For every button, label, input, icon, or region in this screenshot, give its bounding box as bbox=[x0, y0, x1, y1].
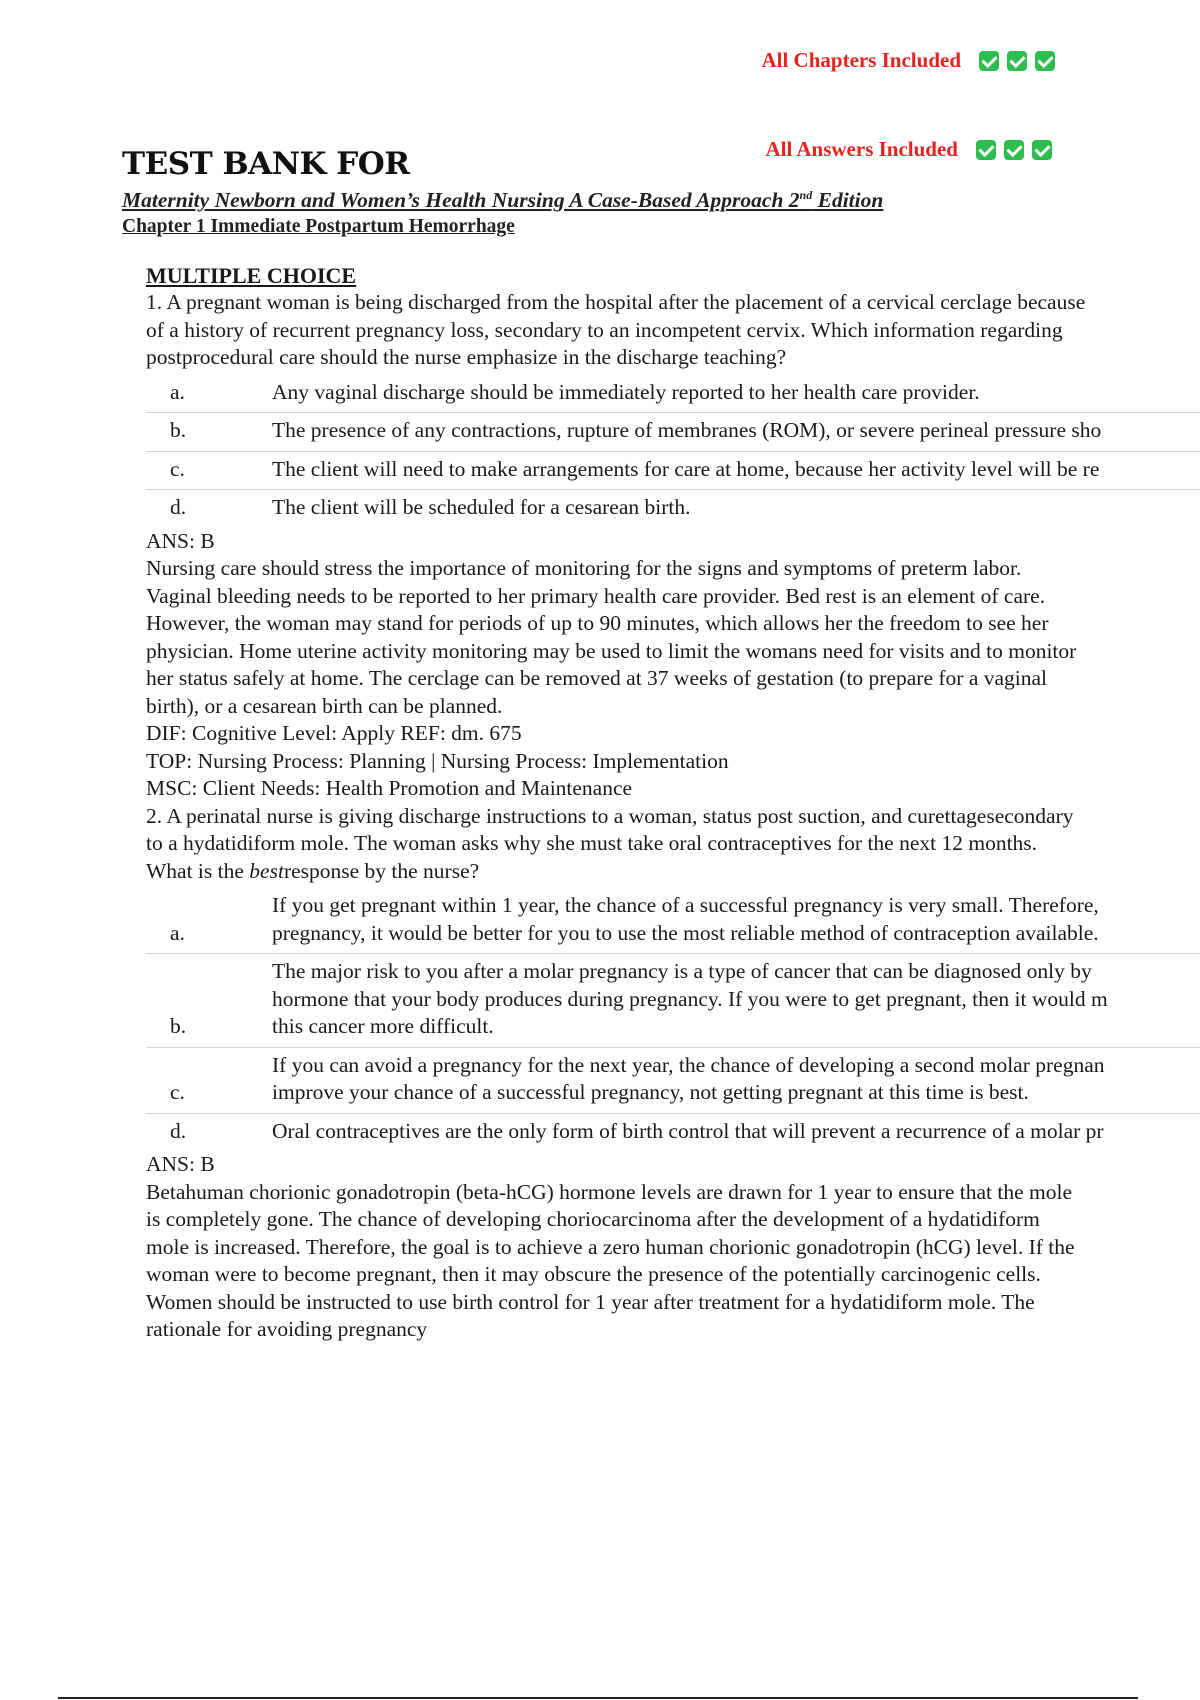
section-heading: MULTIPLE CHOICE bbox=[146, 263, 357, 288]
checkmark-icon bbox=[976, 140, 996, 160]
option-letter: b. bbox=[170, 418, 187, 442]
document-title: TEST BANK FOR bbox=[122, 146, 410, 182]
option-list bbox=[146, 888, 1200, 1151]
option-letter: a. bbox=[170, 920, 185, 945]
option-line: The client will need to make arrangements for care at home, because her activity level will be re bbox=[272, 456, 1100, 481]
option-line: Any vaginal discharge should be immediately reported to her health care provider. bbox=[272, 379, 980, 404]
checkmark-icon bbox=[1035, 51, 1055, 71]
option-letter: d. bbox=[170, 1118, 187, 1143]
stem-emphasis: best bbox=[249, 858, 284, 883]
option-row[interactable] bbox=[146, 888, 1200, 954]
option-row[interactable] bbox=[146, 954, 1200, 1048]
option-list bbox=[146, 375, 1200, 528]
topic-line: TOP: Nursing Process: Planning | Nursing Process: Implementation bbox=[146, 748, 729, 773]
option-text bbox=[272, 1118, 1104, 1146]
option-line: improve your chance of a successful pregnancy, not getting pregnant at this time is best. bbox=[272, 1080, 1029, 1104]
question-stem bbox=[146, 803, 1086, 886]
option-line: Oral contraceptives are the only form of birth control that will prevent a recurrence of a molar pr bbox=[272, 1118, 1104, 1143]
option-text bbox=[272, 379, 980, 407]
question-metadata bbox=[146, 720, 1200, 803]
option-row[interactable] bbox=[146, 413, 1200, 452]
option-letter: d. bbox=[170, 495, 187, 519]
option-letter: c. bbox=[170, 456, 185, 481]
option-row[interactable] bbox=[146, 452, 1200, 491]
msc-line: MSC: Client Needs: Health Promotion and Maintenance bbox=[146, 776, 633, 800]
option-row[interactable] bbox=[146, 1048, 1200, 1114]
checkmark-icon bbox=[1007, 51, 1027, 71]
option-letter: a. bbox=[170, 379, 185, 404]
answer-key: ANS: B bbox=[146, 528, 215, 553]
option-line: The presence of any contractions, rupture of membranes (ROM), or severe perineal pressure sho bbox=[272, 418, 1102, 442]
stem-text: 2. A perinatal nurse is giving discharge instructions to a woman, status post suction, and curettagesecondary to a hydatidiform mole. The woman asks why she must take oral contraceptives for the next 12 months. What is the bbox=[146, 803, 1074, 883]
checkmark-icon bbox=[979, 51, 999, 71]
option-line: The major risk to you after a molar pregnancy is a type of cancer that can be diagnosed only by bbox=[272, 959, 1092, 983]
option-letter: c. bbox=[170, 1080, 185, 1104]
option-text bbox=[272, 958, 1108, 1041]
question-stem: 1. A pregnant woman is being discharged from the hospital after the placement of a cervical cerclage because of a history of recurrent pregnancy loss, secondary to an incompetent cervix. Which information regarding postprocedural care should the nurse emphasize in the discharge teaching? bbox=[146, 290, 1086, 369]
stem-text: response by the nurse? bbox=[283, 858, 480, 883]
option-row[interactable] bbox=[146, 375, 1200, 414]
checkmark-icon bbox=[1004, 140, 1024, 160]
option-row[interactable] bbox=[146, 1114, 1200, 1152]
option-line: If you get pregnant within 1 year, the chance of a successful pregnancy is very small. Therefore, bbox=[272, 893, 1099, 917]
chapter-title: Chapter 1 Immediate Postpartum Hemorrhage bbox=[122, 216, 515, 237]
option-text bbox=[272, 417, 1101, 445]
badge-answers-label: All Answers Included bbox=[765, 137, 958, 161]
badge-chapters-label: All Chapters Included bbox=[761, 48, 961, 72]
footer-divider bbox=[58, 1697, 1138, 1699]
option-line: pregnancy, it would be better for you to use the most reliable method of contraception available. bbox=[272, 920, 1099, 945]
option-line: The client will be scheduled for a cesarean birth. bbox=[272, 495, 691, 519]
book-title: Maternity Newborn and Women’s Health Nursing A Case-Based Approach 2nd Edition bbox=[122, 188, 884, 213]
option-letter: b. bbox=[170, 1014, 187, 1038]
rationale-text: Nursing care should stress the importance of monitoring for the signs and symptoms of preterm labor. Vaginal bleeding needs to be reported to her primary health care provider. Bed rest is an element of care. However, the woman may stand for periods of up to 90 minutes, which allows her the freedom to see her physician. Home uterine activity monitoring may be used to limit the womans need for visits and to monitor her status safely at home. The cerclage can be removed at 37 weeks of gestation (to prepare for a vaginal birth), or a cesarean birth can be planned. bbox=[146, 556, 1077, 718]
option-line: this cancer more difficult. bbox=[272, 1014, 494, 1038]
rationale-text: Betahuman chorionic gonadotropin (beta-hCG) hormone levels are drawn for 1 year to ensure that the mole is completely gone. The chance of developing choriocarcinoma after the development of a hydatidiform mole is increased. Therefore, the goal is to achieve a zero human chorionic gonadotropin (hCG) level. If the woman were to become pregnant, then it may obscure the presence of the potentially carcinogenic cells. Women should be instructed to use birth control for 1 year after treatment for a hydatidiform mole. The rationale for avoiding pregnancy bbox=[146, 1179, 1075, 1341]
option-line: hormone that your body produces during pregnancy. If you were to get pregnant, then it would m bbox=[272, 986, 1108, 1011]
question-content bbox=[146, 262, 1200, 1344]
option-text bbox=[272, 892, 1099, 947]
option-row[interactable] bbox=[146, 490, 1200, 528]
checkmark-icon bbox=[1032, 140, 1052, 160]
difficulty-line: DIF: Cognitive Level: Apply REF: dm. 675 bbox=[146, 721, 522, 745]
option-text bbox=[272, 456, 1099, 484]
badge-all-chapters bbox=[0, 48, 1055, 73]
option-line: If you can avoid a pregnancy for the next year, the chance of developing a second molar pregnan bbox=[272, 1052, 1105, 1077]
option-text bbox=[272, 1052, 1105, 1107]
answer-key: ANS: B bbox=[146, 1152, 215, 1176]
option-text bbox=[272, 494, 690, 522]
